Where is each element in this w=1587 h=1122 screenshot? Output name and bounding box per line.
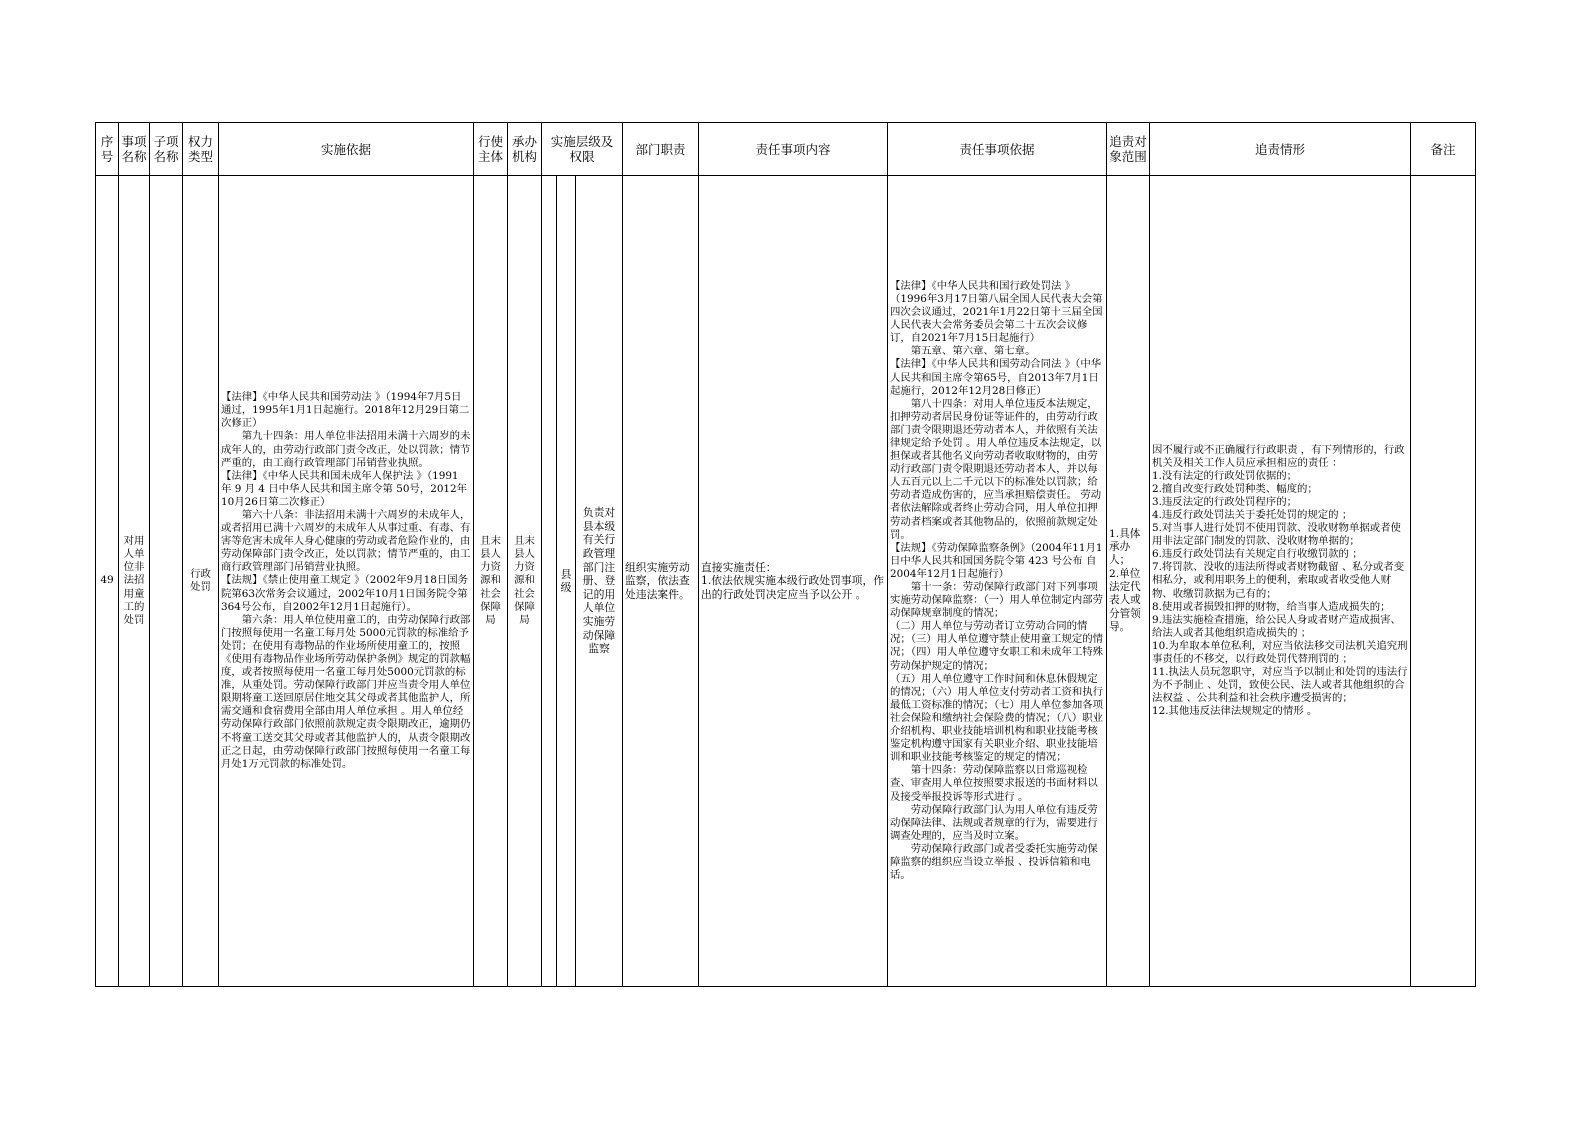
- header-sub-item: 子项名称: [150, 123, 183, 176]
- accountability-table: [95, 122, 1476, 987]
- header-resp-basis: 责任事项依据: [888, 123, 1107, 176]
- header-level: 实施层级及权限: [542, 123, 623, 176]
- cell-sub-item: [150, 176, 183, 987]
- header-account-scope: 追责对象范围: [1107, 123, 1150, 176]
- header-resp-content: 责任事项内容: [699, 123, 888, 176]
- level-spacer: [542, 176, 557, 986]
- cell-basis: 【法律】《中华人民共和国劳动法 》（1994年7月5日通过，1995年1月1日起施行。2018年12月29日第二次修正） 第九十四条：用人单位非法招用未满十六周岁的未成年人的，由劳动行政部门责令改正，处以罚款；情节严重的，由工商行政管理部门吊销营业执照。 【法律】《中华人民共和国未成年人保护法 》（1991 年 9 月 4 日中华人民共和国主席令第 50号，2012年10月26日第二次修正） 第六十八条：非法招用未满十六周岁的未成年人，或者招用已满十六周岁的未成年人从事过重、有毒、有害等危害未成年人身心健康的劳动或者危险作业的，由劳动保障部门责令改正，处以罚款；情节严重的，由工商行政管理部门吊销营业执照。 【法规】《禁止使用童工规定 》（2002年9月18日国务院第63次常务会议通过，2002年10月1日国务院令第364号公布，自2002年12月1日起施行）。 第六条：用人单位使用童工的，由劳动保障行政部门按照每使用一名童工每月处 5000元罚款的标准给予处罚；在使用有毒物品的作业场所使用童工的，按照《使用有毒物品作业场所劳动保护条例》规定的罚款幅度，或者按照每使用一名童工每月处5000元罚款的标准，从重处罚。劳动保障行政部门并应当责令用人单位限期将童工送回原居住地交其父母或者其他监护人，所需交通和食宿费用全部由用人单位承担 。用人单位经劳动保障行政部门依照前款规定责令限期改正，逾期仍不将童工送交其父母或者其他监护人的，从责令限期改正之日起，由劳动保障行政部门按照每使用一名童工每月处1万元罚款的标准处罚。: [219, 176, 474, 987]
- header-row: [96, 123, 1476, 176]
- header-seq: 序号: [96, 123, 119, 176]
- cell-account-cases: 因不履行或不正确履行行政职责 ，有下列情形的，行政机关及相关工作人员应承担相应的责任 ： 1.没有法定的行政处罚依据的； 2.擅自改变行政处罚种类、幅度的； 3.违反法定的行政处罚程序的； 4.违反行政处罚法关于委托处罚的规定的 ； 5.对当事人进行处罚不使用罚款、没收财物单据或者使用非法定部门制发的罚款、没收财物单据的； 6.违反行政处罚法有关规定自行收缴罚款的 ； 7.将罚款、没收的违法所得或者财物截留 、私分或者变相私分，或利用职务上的便利，索取或者收受他人财物、收缴罚款据为己有的； 8.使用或者损毁扣押的财物，给当事人造成损失的； 9.违法实施检查措施，给公民人身或者财产造成损害、给法人或者其他组织造成损失的 ； 10.为牟取本单位私利，对应当依法移交司法机关追究刑事责任的不移交，以行政处罚代替刑罚的 ； 11.执法人员玩忽职守，对应当予以制止和处罚的违法行为不予制止 、处罚，致使公民、法人或者其他组织的合法权益 、公共利益和社会秩序遭受损害的； 12.其他违反法律法规规定的情形 。: [1150, 176, 1411, 987]
- cell-item-name: 对用人单位非法招用童工的处罚: [119, 176, 150, 987]
- cell-power-type: 行政处罚: [183, 176, 219, 987]
- header-basis: 实施依据: [219, 123, 474, 176]
- level-scope: 负责对县本级有关行政管理部门注册、登记的用人单位实施劳动保障监察: [582, 506, 616, 656]
- cell-dept-duty: 组织实施劳动监察，依法查处违法案件。: [623, 176, 699, 987]
- cell-agency: 且末县人力资源和社会保障局: [508, 176, 542, 987]
- table-row: [96, 176, 1476, 987]
- header-account-cases: 追责情形: [1150, 123, 1411, 176]
- cell-resp-content: 直接实施责任： 1.依法依规实施本级行政处罚事项，作出的行政处罚决定应当予以公开 。: [699, 176, 888, 987]
- cell-subject: 且末县人力资源和社会保障局: [474, 176, 508, 987]
- cell-level: [542, 176, 623, 987]
- header-item-name: 事项名称: [119, 123, 150, 176]
- header-dept-duty: 部门职责: [623, 123, 699, 176]
- cell-account-scope: 1.具体承办人； 2.单位法定代表人或分管领导。: [1107, 176, 1150, 987]
- header-remark: 备注: [1411, 123, 1476, 176]
- header-power-type: 权力类型: [183, 123, 219, 176]
- cell-seq: 49: [96, 176, 119, 987]
- header-subject: 行使主体: [474, 123, 508, 176]
- cell-resp-basis: 【法律】《中华人民共和国行政处罚法 》（1996年3月17日第八届全国人民代表大会第四次会议通过，2021年1月22日第十三届全国人民代表大会常务委员会第二十五次会议修订，自2021年7月15日起施行） 第五章、第六章、第七章。 【法律】《中华人民共和国劳动合同法 》（中华人民共和国主席令第65号，自2013年7月1日起施行，2012年12月28日修正） 第八十四条：对用人单位违反本法规定，扣押劳动者居民身份证等证件的，由劳动行政部门责令限期退还劳动者本人，并依照有关法律规定给予处罚 。用人单位违反本法规定，以担保或者其他名义向劳动者收取财物的，由劳动行政部门责令限期退还劳动者本人，并以每人五百元以上二千元以下的标准处以罚款；给劳动者造成伤害的，应当承担赔偿责任。 劳动者依法解除或者终止劳动合同，用人单位扣押劳动者档案或者其他物品的，依照前款规定处罚。 【法规】《劳动保障监察条例》（2004年11月1日中华人民共和国国务院令第 423 号公布 自2004年12月1日起施行） 第十一条：劳动保障行政部门对下列事项实施劳动保障监察：（一）用人单位制定内部劳动保障规章制度的情况； （二）用人单位与劳动者订立劳动合同的情况；（三）用人单位遵守禁止使用童工规定的情况；（四）用人单位遵守女职工和未成年工特殊劳动保护规定的情况； （五）用人单位遵守工作时间和休息休假规定的情况；（六）用人单位支付劳动者工资和执行最低工资标准的情况；（七）用人单位参加各项社会保险和缴纳社会保险费的情况；（八）职业介绍机构、职业技能培训机构和职业技能考核鉴定机构遵守国家有关职业介绍、职业技能培训和职业技能考核鉴定的规定的情况； 第十四条：劳动保障监察以日常巡视检查、审查用人单位按照要求报送的书面材料以及接受举报投诉等形式进行 。 劳动保障行政部门认为用人单位有违反劳动保障法律、法规或者规章的行为，需要进行调查处理的，应当及时立案。 劳动保障行政部门或者受委托实施劳动保障监察的组织应当设立举报 、投诉信箱和电话。: [888, 176, 1107, 987]
- level-tier: 县级: [557, 176, 576, 986]
- header-agency: 承办机构: [508, 123, 542, 176]
- cell-remark: [1411, 176, 1476, 987]
